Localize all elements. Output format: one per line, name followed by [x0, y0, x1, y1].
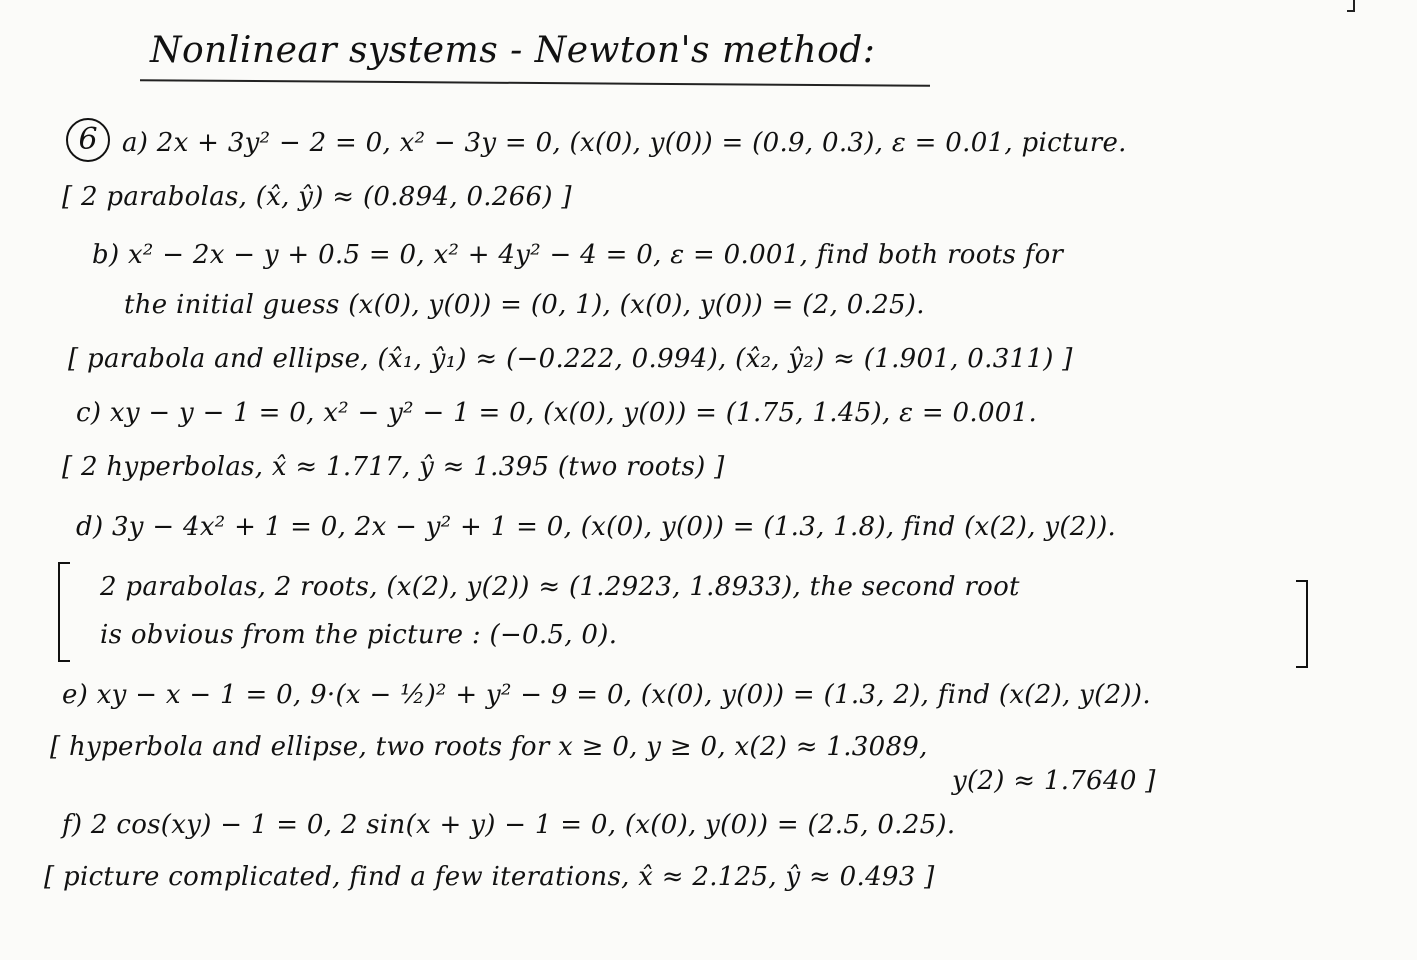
- title-underline: [140, 79, 930, 87]
- problem-b-answer: [ parabola and ellipse, (x̂₁, ŷ₁) ≈ (−0.222, 0.994), (x̂₂, ŷ₂) ≈ (1.901, 0.311) ]: [68, 344, 1073, 374]
- problem-d-answer-continued: is obvious from the picture : (−0.5, 0).: [100, 620, 618, 650]
- problem-b-statement-continued: the initial guess (x(0), y(0)) = (0, 1), (x(0), y(0)) = (2, 0.25).: [124, 290, 925, 320]
- problem-a-answer: [ 2 parabolas, (x̂, ŷ) ≈ (0.894, 0.266) ]: [62, 182, 572, 212]
- problem-f-statement: f) 2 cos(xy) − 1 = 0, 2 sin(x + y) − 1 = 0, (x(0), y(0)) = (2.5, 0.25).: [62, 810, 956, 840]
- problem-b-statement: b) x² − 2x − y + 0.5 = 0, x² + 4y² − 4 = 0, ε = 0.001, find both roots for: [92, 240, 1064, 270]
- problem-f-answer: [ picture complicated, find a few iterations, x̂ ≈ 2.125, ŷ ≈ 0.493 ]: [44, 862, 935, 892]
- problem-a-statement: a) 2x + 3y² − 2 = 0, x² − 3y = 0, (x(0), y(0)) = (0.9, 0.3), ε = 0.01, picture.: [122, 128, 1127, 158]
- page-title: Nonlinear systems - Newton's method:: [150, 30, 876, 71]
- problem-d-statement: d) 3y − 4x² + 1 = 0, 2x − y² + 1 = 0, (x(0), y(0)) = (1.3, 1.8), find (x(2), y(2)).: [76, 512, 1117, 542]
- problem-d-answer: 2 parabolas, 2 roots, (x(2), y(2)) ≈ (1.2923, 1.8933), the second root: [100, 572, 1020, 602]
- problem-e-answer: [ hyperbola and ellipse, two roots for x ≥ 0, y ≥ 0, x(2) ≈ 1.3089,: [50, 732, 928, 762]
- problem-d-answer-right-bracket: [1296, 580, 1308, 668]
- problem-c-answer: [ 2 hyperbolas, x̂ ≈ 1.717, ŷ ≈ 1.395 (two roots) ]: [62, 452, 725, 482]
- problem-e-answer-continued: y(2) ≈ 1.7640 ]: [952, 766, 1156, 796]
- problem-c-statement: c) xy − y − 1 = 0, x² − y² − 1 = 0, (x(0), y(0)) = (1.75, 1.45), ε = 0.001.: [76, 398, 1038, 428]
- problem-number-circle: 6: [66, 118, 110, 162]
- problem-d-answer-left-bracket: [58, 562, 70, 662]
- problem-e-statement: e) xy − x − 1 = 0, 9·(x − ½)² + y² − 9 = 0, (x(0), y(0)) = (1.3, 2), find (x(2), y(2)).: [62, 680, 1151, 710]
- page-corner-mark: [1347, 0, 1355, 12]
